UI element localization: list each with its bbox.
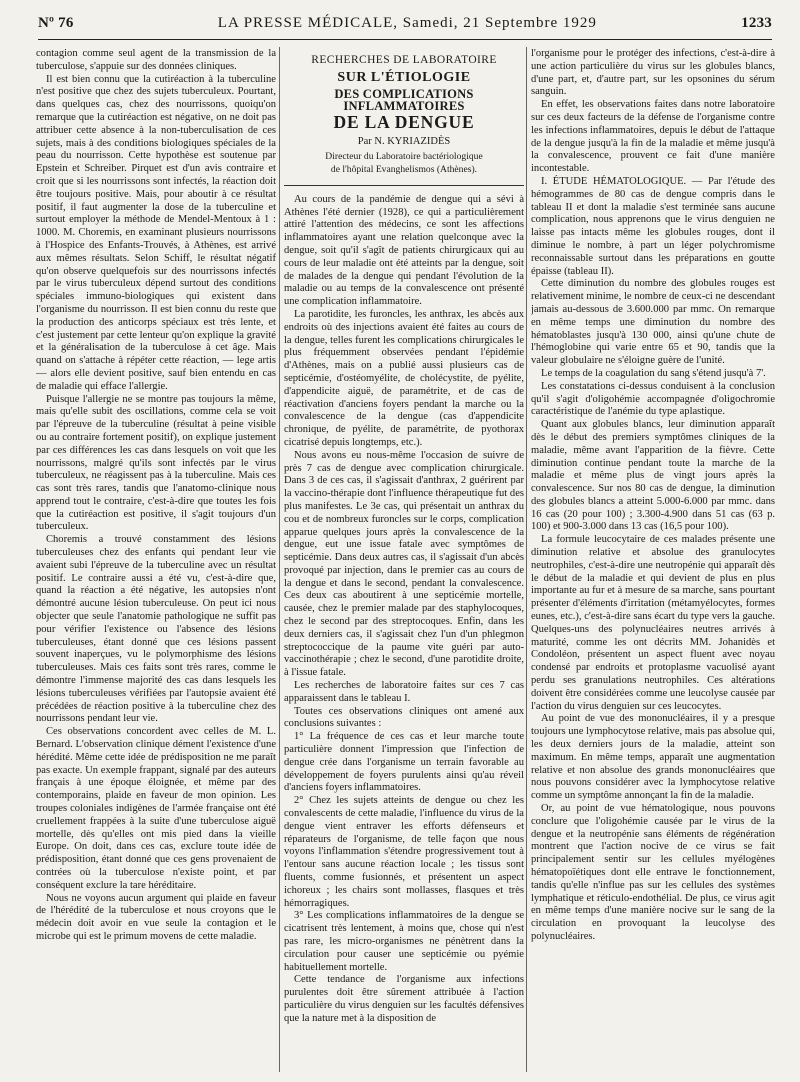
paragraph: Au cours de la pandémie de dengue qui a sévi à Athènes l'été dernier (1928), ce qui a particulièrement attiré l'attention des médecins, ce sont les affections inflammatoires ayant une relation quelconque avec la dengue, soit qu'il s'agît de patients chirurgicaux qui au cours de leur maladie ont été atteints par la dengue, soit de malades de la dengue qui pendant l'évolution de la maladie ou au temps de la convalescence ont présenté une complication inflammatoire.: [284, 193, 524, 308]
column-middle: [284, 48, 524, 1073]
paragraph: 3° Les complications inflammatoires de la dengue se cicatrisent très lentement, à moins que, chose qui n'est pas rare, les micro-organismes ne pénètrent dans la circulation pour causer une septicémie ou pyémie habituellement mortelle.: [284, 910, 524, 973]
article-title-line-3: DE LA DENGUE: [333, 112, 475, 133]
paragraph: Puisque l'allergie ne se montre pas toujours la même, mais qu'elle subit des oscillations, comme cela se voit par l'épreuve de la tuberculine (résultat à peine visible ou au contraire fortement positif), on explique justement par ces différences les cas dans lesquels on voit que les nourrissons, malgré qu'ils sont infectés par le virus tuberculeux, ne réagissent pas à la tuberculine. Mais ces cas sont très rares, tandis que l'anatomo-clinique nous apprend tout le contraire, c'est-à-dire que toutes les fois que la cutiréaction est positive, il s'agit toujours d'un tuberculeux.: [36, 393, 276, 533]
author-affiliation-1: Directeur du Laboratoire bactériologique: [325, 150, 483, 162]
paragraph: Toutes ces observations cliniques ont amené aux conclusions suivantes :: [284, 705, 524, 730]
author-affiliation-2: de l'hôpital Evanghelismos (Athènes).: [330, 164, 478, 176]
paragraph: contagion comme seul agent de la transmission de la tuberculose, s'appuie sur des données cliniques.: [36, 48, 276, 72]
page-header: [38, 15, 772, 40]
column-rule-right: [526, 47, 527, 1072]
issue-number: Nº 76: [38, 15, 74, 31]
article-title-line-2: DES COMPLICATIONS INFLAMMATOIRES: [334, 86, 474, 114]
paragraph: I. ÉTUDE HÉMATOLOGIQUE. — Par l'étude des hémogrammes de 80 cas de dengue compris dans le tableau II et dont la maladie s'est terminée sans aucune complication, nous apprenons que le virus denguien ne laisse pas intacts même les globules rouges, dont il diminue le nombre, à part un léger polychromisme reconnaissable surtout dans les préparations en goutte épaisse (tableau II).: [531, 175, 775, 277]
journal-title-date: LA PRESSE MÉDICALE, Samedi, 21 Septembre 1929: [217, 15, 597, 31]
article-title-block: [284, 48, 524, 186]
paragraph: Nous ne voyons aucun argument qui plaide en faveur de l'hérédité de la tuberculose et nous croyons que le médecin doit avoir en vue seule la contagion et le microbe qui est le primum movens de cette maladie.: [36, 892, 276, 942]
paragraph: 2° Chez les sujets atteints de dengue ou chez les convalescents de cette maladie, l'influence du virus de la dengue vient entraver les efforts défenseurs et réparateurs de l'organisme, de telle façon que nous voyons l'inflammation s'étendre progressivement tout à l'entour sans aucune réaction locale ; les tissus sont fluents, comme fusionnés, et présentent un aspect ichoreux ; les chairs sont mollasses, flasques et très hémorragiques.: [284, 795, 524, 909]
paragraph: En effet, les observations faites dans notre laboratoire sur ces deux facteurs de la défense de l'organisme contre les infections inflammatoires, depuis le début de l'attaque de la dengue jusqu'à la fin de la maladie et même jusqu'à la convalescence, prouvent ce fait d'une manière incontestable.: [531, 99, 775, 175]
article-author: Par N. KYRIAZIDÈS: [357, 135, 451, 147]
paragraph: Il est bien connu que la cutiréaction à la tuberculine n'est positive que chez des sujets tuberculeux. Pourtant, dans quelques cas, chez des nourrissons, quoiqu'on remarque que la cutiréaction est négative, on ne doit pas attribuer cette absence à la non-tuberculisation de ces sujets, mais à des conditions biologiques spéciales de la peau du nourrisson. Cette hypothèse est soutenue par Epstein et Schreiber. Pirquet est d'un avis contraire et croit que si les nourrissons sont infectés, la réaction doit être toujours positive. Mais, pour aboutir à ce résultat positif, il faut augmenter la dose de la tuberculine et surtout employer la méthode de Mendel-Mentoux à 1 : 1000. M. Choremis, en examinant plusieurs nourrissons à l'Hospice des Enfants-Trouvés, à Athènes, est arrivé aux mêmes résultats. Selon Schiff, le résultat négatif qu'on observe quelquefois sur des nourrissons infectés par le virus tuberculeux dépend surtout des conditions spéciales immuno-biologiques qui existent dans l'organisme du nourrisson. Il est bien connu du reste que la production des anticorps spéciaux est très lente, et c'est justement par cette lenteur qu'on explique la gravité et la généralisation de la tuberculose à cet âge. Mais quand on s'attache à répéter cette réaction, — lege artis — alors elle devient positive, sauf bien entendu en cas de maladie qui efface l'allergie.: [36, 73, 276, 392]
article-title-line-1: SUR L'ÉTIOLOGIE: [337, 69, 471, 85]
column-right: [531, 48, 775, 1073]
paragraph: Nous avons eu nous-même l'occasion de suivre de près 7 cas de dengue avec complication chirurgicale. Dans 3 de ces cas, il s'agissait d'anthrax, 2 guérirent par la vaccino-thérapie dont l'influence thérapeutique fut des plus manifestes. Le 3e cas, qui présentait un anthrax du cou et de nombreux furoncles sur le corps, complication apparue quelques jours après la convalescence de la dengue, eut une issue fatale avec symptômes de septicémie. Dans deux autres cas, il s'agissait d'un abcès provoqué par injection, dans le premier cas au cours de la dengue et dans le second, pendant la convalescence. Ces deux cas aboutirent à une septicémie mortelle, causée, chez le premier malade par des staphylocoques, chez le second par des streptocoques. Enfin, dans les deux derniers cas, il s'agissait chez l'un d'un phlegmon streptococcique de la paume vite guéri par auto-vaccinothérapie ; chez le second, d'une parotidite droite, à l'issue fatale.: [284, 449, 524, 679]
paragraph: Quant aux globules blancs, leur diminution apparaît dès le début des premiers symptômes cliniques de la maladie, même avant l'apparition de la fièvre. Cette diminution continue pendant toute la marche de la maladie et même plus de vingt jours après la convalescence. Sur nos 80 cas de dengue, la diminution des globules blancs a atteint 5.000-6.000 par mmc. dans 16 cas (20 pour 100) ; 3.300-4.900 dans 51 cas (63 p. 100) et 900-3.000 dans 13 cas (16,5 pour 100).: [531, 419, 775, 533]
paragraph: Les recherches de laboratoire faites sur ces 7 cas apparaissent dans le tableau I.: [284, 680, 524, 704]
paragraph: Or, au point de vue hématologique, nous pouvons conclure que l'oligohémie causée par le virus de la dengue et la neutropénie sans éléments de régénération montrent que l'action nocive de ce virus se fait principalement sentir sur les cellules myélogènes hématopoïétiques dont elle entrave le fonctionnement, tandis qu'elle n'influe pas sur les cellules des systèmes lymphatique et réticulo-endothélial. De plus, ce virus agit en même temps d'une manière nocive sur le sang de la circulation en provoquant la leucolyse des polynucléaires.: [531, 803, 775, 942]
paragraph: Les constatations ci-dessus conduisent à la conclusion qu'il s'agit d'oligohémie accompagnée d'oligochromie caractéristique de l'anémie du type aplastique.: [531, 380, 775, 418]
paragraph: Cette tendance de l'organisme aux infections purulentes doit être sûrement attribuée à l'action particulière du virus denguien sur les facultés défensives que la nature met à la disposition de: [284, 974, 524, 1024]
paragraph: Ces observations concordent avec celles de M. L. Bernard. L'observation clinique dément l'existence d'une hérédité. Même cette idée de prédisposition ne me paraît pas exacte. Un exemple frappant, signalé par des auteurs français à une époque éloignée, et même par des contemporains, plaide en faveur de mon opinion. Les troupes coloniales indigènes de l'armée française ont été cruellement frappées à la suite d'une tuberculose aiguë mortelle, dès qu'elles ont mis pied dans la vieille Europe. On doit, dans ces cas, exclure toute idée de prédisposition, étant donné que ces gens provenaient de contrées où la tuberculose n'existe point, et par conséquent exclure la tare héréditaire.: [36, 726, 276, 891]
paragraph: La formule leucocytaire de ces malades présente une diminution relative et absolue des granulocytes neutrophiles, c'est-à-dire une neutropénie qui apparaît dès le début de la maladie et qui devient de plus en plus importante au fur et à mesure de sa marche, sans pourtant présenter d'éléments d'irritation (métamyélocytes, formes eunes, etc.), c'est-à-dire sans écart du type vers la gauche. Quelques-uns des polynucléaires neutres arrivés à maturité, comme les ont décrits MM. Johanidès et Condoléon, présentent un aspect fluent avec noyau condensé par endroits et protoplasme vacuolisé ayant perdu ses granulations neutrophiles. Ces altérations doivent être considérées comme une leucolyse causée par l'action du virus denguien sur ces leucocytes.: [531, 534, 775, 712]
paragraph: Le temps de la coagulation du sang s'étend jusqu'à 7'.: [541, 367, 766, 379]
column-rule-left: [279, 47, 280, 1072]
paragraph: 1° La fréquence de ces cas et leur marche toute particulière donnent l'impression que l'infection de dengue crée dans l'organisme un terrain favorable au développement de foyers purulents ainsi qu'au réveil d'anciens foyers inflammatoires.: [284, 731, 524, 794]
page-number: 1233: [741, 15, 772, 31]
article-kicker: RECHERCHES DE LABORATOIRE: [311, 54, 497, 66]
column-left: [36, 48, 276, 1073]
paragraph: Au point de vue des mononucléaires, il y a presque toujours une lymphocytose relative, mais pas absolue qui, les deux derniers jours de la maladie, atteint son maximum. En même temps, apparaît une augmentation relative et non absolue des grands mononucléaires que nous pouvons considérer avec la lymphocytose relative comme un symptôme annonçant la fin de la maladie.: [531, 713, 775, 802]
paragraph: La parotidite, les furoncles, les anthrax, les abcès aux endroits où des injections avaient été faites au cours de la dengue, telles furent les complications chirurgicales le plus fréquemment observées pendant l'épidémie d'Athènes, mais on a publié aussi plusieurs cas de septicémie, d'ostéomyélite, de cholécystite, de pyélite, d'appendicite aiguë, de paramétrite, et de cas de réactivation d'anciens foyers pendant la marche ou la convalescence de la dengue (cas d'appendicite chronique, de pyélite, de paramétrite, de pyothorax cicatrisé depuis longtemps, etc.).: [284, 308, 524, 448]
paragraph: Choremis a trouvé constamment des lésions tuberculeuses chez des enfants qui pendant leur vie avaient subi l'épreuve de la tuberculine avec un résultat positif. Le contraire aussi a été vu, c'est-à-dire que, quand la réaction a été négative, les autopsies n'ont démontré aucune lésion tuberculeuse. On peut ici nous objecter que seule l'anatomie pathologique ne suffit pas pour vérifier l'existence ou l'absence des lésions tuberculeuses, étant donné que ces lésions passent souvent inaperçues, vu le polymorphisme des lésions tuberculeuses. Mais ces faits sont très rares, comme le démontre l'immense majorité des cas dans lesquels les lésions tuberculeuses vérifiées par l'autopsie avaient été précédées de réaction positive à la tuberculine chez des nourrissons pendant leur vie.: [36, 534, 276, 725]
paragraph: Cette diminution du nombre des globules rouges est relativement minime, le nombre de ceux-ci ne descendant jamais au-dessous de 3.600.000 par mmc. On remarque en même temps une diminution du nombre des hématoblastes jusqu'à 130 000, ainsi qu'une chute de l'hémoglobine qui varie entre 65 et 90, tandis que la valeur globulaire ne s'éloigne guère de l'unité.: [531, 278, 775, 367]
paragraph: l'organisme pour le protéger des infections, c'est-à-dire à une action particulière du virus sur les globules blancs, d'une part, et, d'autre part, sur les opsonines du sérum sanguin.: [531, 48, 775, 98]
